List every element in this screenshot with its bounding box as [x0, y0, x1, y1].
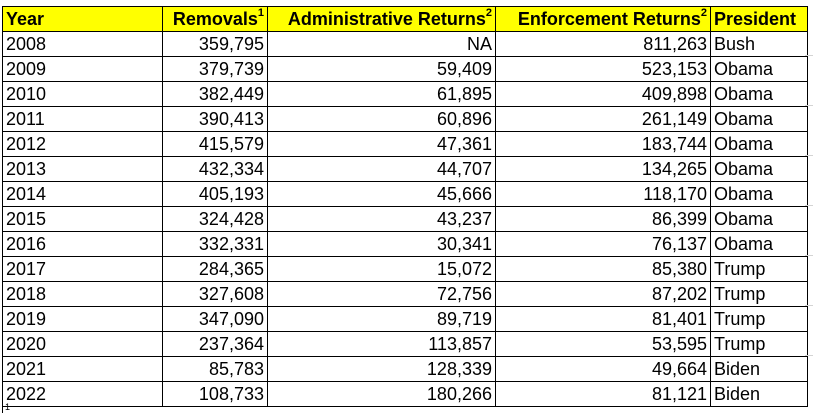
cell-president[interactable]: Obama: [711, 207, 808, 232]
data-table: [2, 6, 808, 407]
cell-enforcement-returns[interactable]: 87,202: [496, 282, 711, 307]
cell-administrative-returns[interactable]: 128,339: [268, 357, 496, 382]
cell-removals[interactable]: 237,364: [163, 332, 268, 357]
table-body: [3, 32, 808, 407]
cell-enforcement-returns[interactable]: 409,898: [496, 82, 711, 107]
cell-administrative-returns[interactable]: 47,361: [268, 132, 496, 157]
header-administrative-returns[interactable]: [268, 7, 496, 32]
cell-president[interactable]: Obama: [711, 57, 808, 82]
cell-removals[interactable]: 327,608: [163, 282, 268, 307]
cell-year[interactable]: 2018: [3, 282, 163, 307]
cell-enforcement-returns[interactable]: 523,153: [496, 57, 711, 82]
cell-president[interactable]: Obama: [711, 232, 808, 257]
cell-enforcement-returns[interactable]: 81,121: [496, 382, 711, 407]
cell-year[interactable]: 2021: [3, 357, 163, 382]
cell-year[interactable]: 2009: [3, 57, 163, 82]
cell-enforcement-returns[interactable]: 183,744: [496, 132, 711, 157]
cell-enforcement-returns[interactable]: 261,149: [496, 107, 711, 132]
cell-year[interactable]: 2015: [3, 207, 163, 232]
cell-year[interactable]: 2019: [3, 307, 163, 332]
gridline: [805, 355, 813, 356]
cell-removals[interactable]: 382,449: [163, 82, 268, 107]
cell-year[interactable]: 2014: [3, 182, 163, 207]
cell-president[interactable]: Obama: [711, 157, 808, 182]
header-row: [3, 7, 808, 32]
table-row: [3, 232, 808, 257]
cell-removals[interactable]: 359,795: [163, 32, 268, 57]
cell-enforcement-returns[interactable]: 134,265: [496, 157, 711, 182]
cell-administrative-returns[interactable]: 89,719: [268, 307, 496, 332]
cell-administrative-returns[interactable]: 60,896: [268, 107, 496, 132]
cell-enforcement-returns[interactable]: 49,664: [496, 357, 711, 382]
cell-year[interactable]: 2008: [3, 32, 163, 57]
header-year[interactable]: [3, 7, 163, 32]
cell-president[interactable]: Trump: [711, 257, 808, 282]
cell-removals[interactable]: 432,334: [163, 157, 268, 182]
gridline: [805, 155, 813, 156]
cell-removals[interactable]: 390,413: [163, 107, 268, 132]
table-row: [3, 107, 808, 132]
table-row: [3, 82, 808, 107]
cell-administrative-returns[interactable]: 43,237: [268, 207, 496, 232]
cell-removals[interactable]: 347,090: [163, 307, 268, 332]
cell-enforcement-returns[interactable]: 81,401: [496, 307, 711, 332]
header-enforcement-returns[interactable]: [496, 7, 711, 32]
cell-president[interactable]: Obama: [711, 182, 808, 207]
header-president-label: President: [714, 9, 797, 29]
footnote-ref: 2: [485, 7, 492, 19]
cell-president[interactable]: Trump: [711, 332, 808, 357]
cell-enforcement-returns[interactable]: 118,170: [496, 182, 711, 207]
cell-president[interactable]: Obama: [711, 107, 808, 132]
table-row: [3, 282, 808, 307]
table-row: [3, 132, 808, 157]
footnote-ref: 1: [257, 7, 264, 19]
cell-administrative-returns[interactable]: 15,072: [268, 257, 496, 282]
table-row: [3, 182, 808, 207]
gridline: [805, 55, 813, 56]
table-row: [3, 157, 808, 182]
cell-removals[interactable]: 108,733: [163, 382, 268, 407]
cell-administrative-returns[interactable]: 72,756: [268, 282, 496, 307]
cell-year[interactable]: 2013: [3, 157, 163, 182]
header-administrative-label: Administrative Returns: [287, 9, 486, 29]
cell-president[interactable]: Obama: [711, 82, 808, 107]
footnote-mark: 1: [5, 402, 11, 412]
cell-removals[interactable]: 324,428: [163, 207, 268, 232]
header-president[interactable]: [711, 7, 808, 32]
cell-president[interactable]: Biden: [711, 357, 808, 382]
cell-president[interactable]: Obama: [711, 132, 808, 157]
cell-enforcement-returns[interactable]: 85,380: [496, 257, 711, 282]
cell-president[interactable]: Trump: [711, 307, 808, 332]
cell-president[interactable]: Trump: [711, 282, 808, 307]
table-row: [3, 57, 808, 82]
cell-enforcement-returns[interactable]: 86,399: [496, 207, 711, 232]
table-row: [3, 32, 808, 57]
table-row: [3, 207, 808, 232]
table-row: [3, 357, 808, 382]
table-row: [3, 332, 808, 357]
cell-removals[interactable]: 284,365: [163, 257, 268, 282]
cell-removals[interactable]: 85,783: [163, 357, 268, 382]
cell-removals[interactable]: 405,193: [163, 182, 268, 207]
cell-removals[interactable]: 415,579: [163, 132, 268, 157]
cell-administrative-returns[interactable]: 59,409: [268, 57, 496, 82]
cell-year[interactable]: 2022: [3, 382, 163, 407]
table-row: [3, 382, 808, 407]
cell-administrative-returns[interactable]: 61,895: [268, 82, 496, 107]
cell-year[interactable]: 2016: [3, 232, 163, 257]
cell-administrative-returns[interactable]: 45,666: [268, 182, 496, 207]
gridline: [805, 205, 813, 206]
cell-enforcement-returns[interactable]: 53,595: [496, 332, 711, 357]
cell-enforcement-returns[interactable]: 811,263: [496, 32, 711, 57]
cell-administrative-returns[interactable]: 30,341: [268, 232, 496, 257]
gridline: [805, 105, 813, 106]
cell-removals[interactable]: 332,331: [163, 232, 268, 257]
cell-year[interactable]: 2020: [3, 332, 163, 357]
gridline: [805, 255, 813, 256]
table-row: [3, 307, 808, 332]
cell-president[interactable]: Bush: [711, 32, 808, 57]
cell-administrative-returns[interactable]: 113,857: [268, 332, 496, 357]
table-row: [3, 257, 808, 282]
footnote-ref: 2: [700, 7, 707, 19]
cell-enforcement-returns[interactable]: 76,137: [496, 232, 711, 257]
header-year-label: Year: [6, 9, 45, 29]
cell-administrative-returns[interactable]: NA: [268, 32, 496, 57]
header-removals[interactable]: [163, 7, 268, 32]
cell-removals[interactable]: 379,739: [163, 57, 268, 82]
cell-year[interactable]: 2017: [3, 257, 163, 282]
cell-year[interactable]: 2010: [3, 82, 163, 107]
header-enforcement-label: Enforcement Returns: [517, 9, 701, 29]
cell-year[interactable]: 2011: [3, 107, 163, 132]
cell-administrative-returns[interactable]: 180,266: [268, 382, 496, 407]
cell-administrative-returns[interactable]: 44,707: [268, 157, 496, 182]
cell-year[interactable]: 2012: [3, 132, 163, 157]
cell-president[interactable]: Biden: [711, 382, 808, 407]
header-removals-label: Removals: [172, 9, 258, 29]
gridline: [805, 305, 813, 306]
